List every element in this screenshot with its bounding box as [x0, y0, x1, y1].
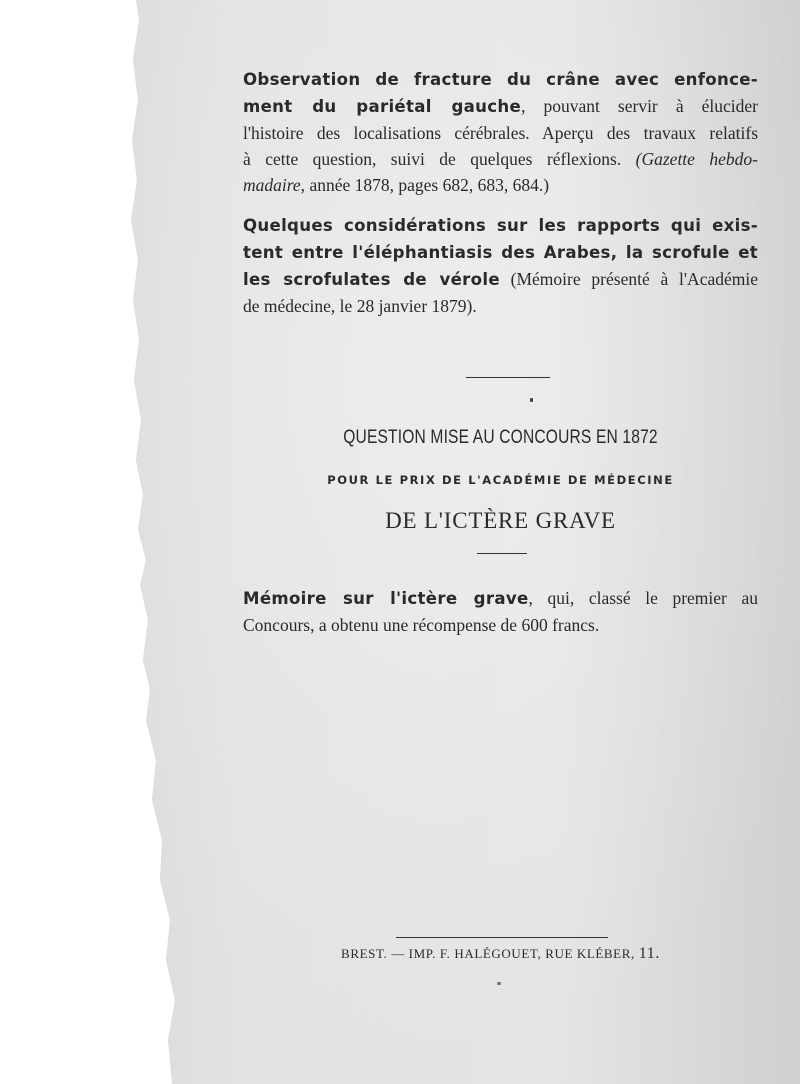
entry-fracture-crane [243, 66, 758, 198]
bold-title-text: Quelques considérations sur les rapports qui exis- [243, 216, 758, 235]
question-title: QUESTION MISE AU CONCOURS EN 1872 [343, 427, 658, 448]
italic-citation-text: madaire, [243, 175, 306, 195]
text-line [243, 585, 758, 612]
text-line [243, 266, 758, 293]
bold-title-text: Mémoire sur l'ictère grave [243, 589, 529, 608]
text-line [243, 120, 758, 146]
footer-rule [396, 937, 608, 938]
text-line [243, 66, 758, 93]
bold-title-text: les scrofulates de vérole [243, 270, 500, 289]
question-main-heading: DE L'ICTÈRE GRAVE [385, 508, 616, 533]
ink-speck [497, 982, 501, 985]
entry-memoire-ictere [243, 585, 758, 638]
body-text: l'histoire des localisations cérébrales. Aperçu des travaux relatifs [243, 123, 758, 143]
body-text: (Mémoire présenté à l'Académie [499, 269, 758, 289]
bold-title-text: tent entre l'éléphantiasis des Arabes, la scrofule et [243, 243, 758, 262]
text-line [243, 612, 758, 638]
bold-title-text: ment du pariétal gauche [243, 97, 522, 116]
text-line [243, 146, 758, 172]
body-text: , qui, classé le premier au [528, 588, 758, 608]
body-text: , pouvant servir à élucider [521, 96, 758, 116]
divider-rule-2 [477, 553, 527, 554]
body-text: année 1878, pages 682, 683, 684.) [305, 175, 550, 195]
body-text: Concours, a obtenu une récompense de 600 francs. [243, 615, 600, 635]
text-line [243, 93, 758, 120]
page-number: 11. [638, 945, 660, 962]
question-subtitle: POUR LE PRIX DE L'ACADÉMIE DE MÉDECINE [327, 473, 674, 487]
divider-rule-1 [466, 377, 550, 378]
body-text: de médecine, le 28 janvier 1879). [243, 296, 477, 316]
text-line [243, 172, 758, 198]
body-text: à cette question, suivi de quelques réflexions. [243, 149, 636, 169]
text-line [243, 293, 758, 319]
italic-citation-text: (Gazette hebdo- [635, 149, 758, 169]
ink-speck [530, 398, 533, 402]
text-line [243, 212, 758, 239]
printer-imprint: BREST. — IMP. F. HALÉGOUET, RUE KLÉBER, [341, 946, 635, 961]
footer-imprint [243, 945, 758, 963]
text-line [243, 239, 758, 266]
bold-title-text: Observation de fracture du crâne avec enfonce- [243, 70, 758, 89]
entry-elephantiasis [243, 212, 758, 319]
